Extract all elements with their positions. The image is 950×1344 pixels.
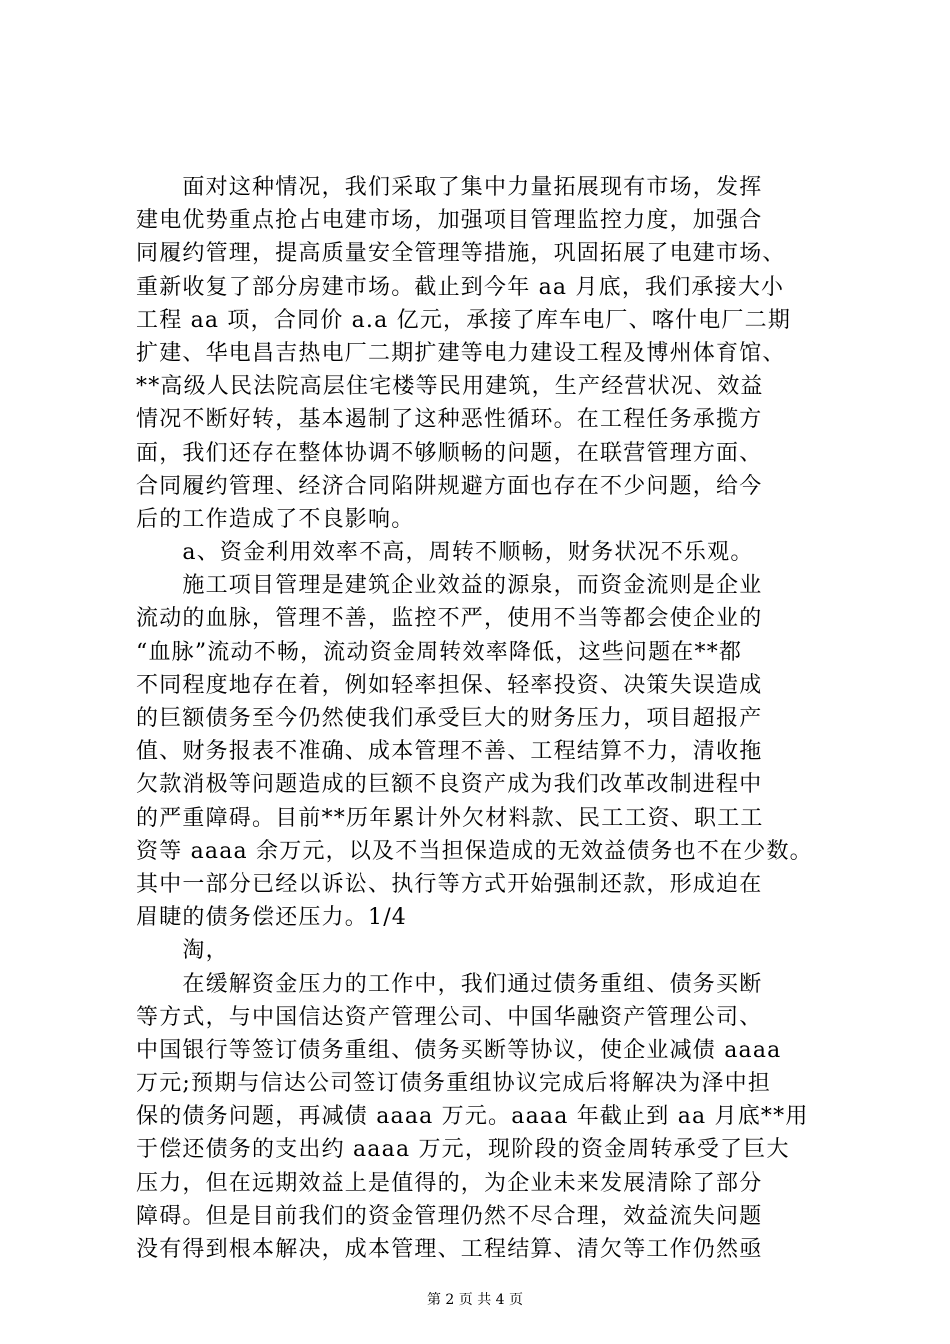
- text-line: 不同程度地存在着，例如轻率担保、轻率投资、决策失误造成: [136, 672, 763, 698]
- text-line: 的巨额债务至今仍然使我们承受巨大的财务压力，项目超报产: [136, 706, 763, 731]
- page-footer: 第 2 页 共 4 页: [426, 1292, 524, 1308]
- text-line: 的严重障碍。目前**历年累计外欠材料款、民工工资、职工工: [136, 805, 764, 831]
- text-line: 面，我们还存在整体协调不够顺畅的问题，在联营管理方面、: [136, 440, 763, 466]
- text-line: 淘，: [136, 938, 229, 964]
- text-line: 其中一部分已经以诉讼、执行等方式开始强制还款，形成迫在: [136, 871, 763, 897]
- text-line: 同履约管理，提高质量安全管理等措施，巩固拓展了电建市场、: [136, 241, 786, 267]
- text-line: **高级人民法院高层住宅楼等民用建筑，生产经营状况、效益: [136, 374, 764, 400]
- text-line: 资等 aaaa 余万元，以及不当担保造成的无效益债务也不在少数。: [136, 838, 813, 864]
- text-line: 扩建、华电昌吉热电厂二期扩建等电力建设工程及博州体育馆、: [136, 340, 786, 366]
- text-line: “血脉”流动不畅，流动资金周转效率降低，这些问题在**都: [136, 639, 743, 665]
- text-line: 万元;预期与信达公司签订债务重组协议完成后将解决为泽中担: [136, 1071, 772, 1097]
- text-line: 欠款消极等问题造成的巨额不良资产成为我们改革改制进程中: [136, 772, 763, 798]
- text-line: 合同履约管理、经济合同陷阱规避方面也存在不少问题，给今: [136, 473, 763, 499]
- text-line: 压力，但在远期效益上是值得的，为企业未来发展清除了部分: [136, 1170, 763, 1196]
- text-line: 后的工作造成了不良影响。: [136, 506, 415, 532]
- text-line: 流动的血脉，管理不善，监控不严，使用不当等都会使企业的: [136, 606, 763, 632]
- text-line: 重新收复了部分房建市场。截止到今年 aa 月底，我们承接大小: [136, 274, 785, 300]
- text-line: 情况不断好转，基本遏制了这种恶性循环。在工程任务承揽方: [136, 407, 763, 433]
- text-line: 面对这种情况，我们采取了集中力量拓展现有市场，发挥: [136, 175, 763, 200]
- text-line: 于偿还债务的支出约 aaaa 万元，现阶段的资金周转承受了巨大: [136, 1137, 790, 1163]
- text-line: 中国银行等签订债务重组、债务买断等协议，使企业减债 aaaa: [136, 1037, 782, 1063]
- body-text: [136, 171, 816, 1266]
- text-line: 等方式，与中国信达资产管理公司、中国华融资产管理公司、: [136, 1004, 763, 1030]
- text-line: 值、财务报表不准确、成本管理不善、工程结算不力，清收拖: [136, 739, 763, 765]
- text-line: 障碍。但是目前我们的资金管理仍然不尽合理，效益流失问题: [136, 1203, 763, 1229]
- text-line: 工程 aa 项，合同价 a.a 亿元，承接了库车电厂、喀什电厂二期: [136, 307, 792, 333]
- text-line: 在缓解资金压力的工作中，我们通过债务重组、债务买断: [136, 971, 763, 997]
- text-line: 施工项目管理是建筑企业效益的源泉，而资金流则是企业: [136, 573, 763, 599]
- text-line: 建电优势重点抢占电建市场，加强项目管理监控力度，加强合: [136, 208, 763, 234]
- text-line: 没有得到根本解决，成本管理、工程结算、清欠等工作仍然亟: [136, 1237, 763, 1262]
- text-line: 保的债务问题，再减债 aaaa 万元。aaaa 年截止到 aa 月底**用: [136, 1104, 809, 1130]
- text-line: a、资金利用效率不高，周转不顺畅，财务状况不乐观。: [136, 540, 754, 566]
- text-line: 眉睫的债务偿还压力。1/4: [136, 905, 408, 931]
